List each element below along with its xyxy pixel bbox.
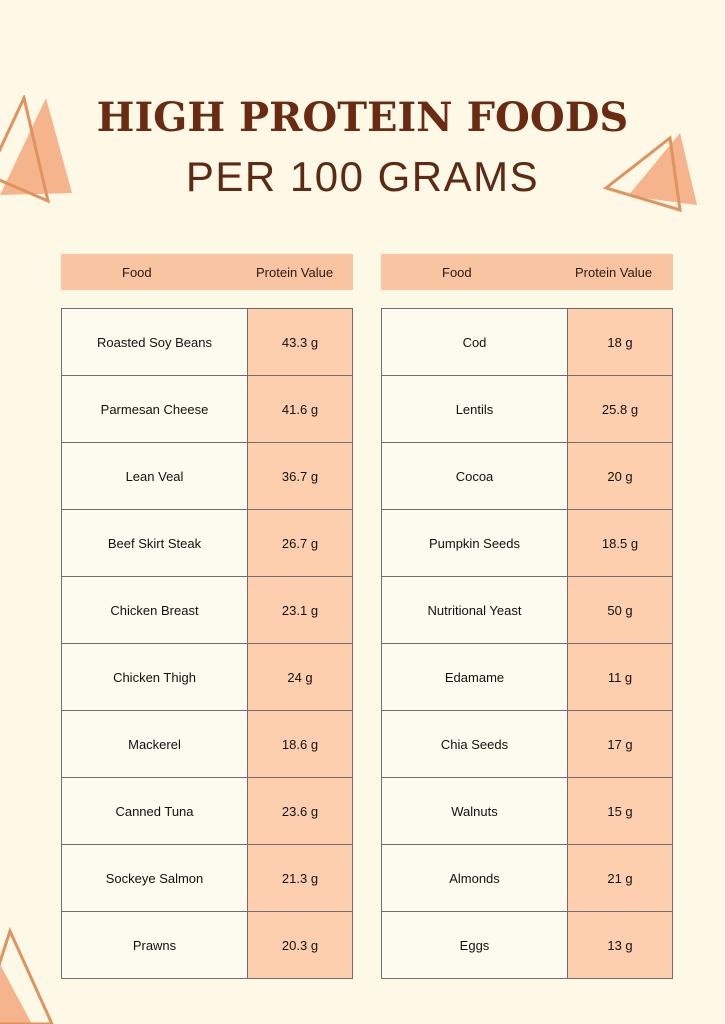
protein-value-cell: 41.6 g: [248, 376, 353, 443]
table-row: [382, 912, 673, 979]
food-name-cell: Eggs: [382, 912, 568, 979]
protein-value-cell: 18.5 g: [568, 510, 673, 577]
right-protein-table: [381, 308, 673, 979]
protein-value-cell: 23.6 g: [248, 778, 353, 845]
protein-value-cell: 20.3 g: [248, 912, 353, 979]
protein-value-cell: 11 g: [568, 644, 673, 711]
table-row: [382, 778, 673, 845]
table-row: [62, 711, 353, 778]
left-table-header: [61, 254, 353, 290]
food-name-cell: Nutritional Yeast: [382, 577, 568, 644]
table-row: [382, 711, 673, 778]
protein-value-cell: 26.7 g: [248, 510, 353, 577]
protein-value-cell: 24 g: [248, 644, 353, 711]
protein-value-cell: 13 g: [568, 912, 673, 979]
food-name-cell: Cod: [382, 309, 568, 376]
right-protein-column-header: Protein Value: [575, 265, 653, 280]
bottom-left-triangles-decoration: [0, 925, 60, 1024]
right-table-header: [381, 254, 673, 290]
protein-value-cell: 36.7 g: [248, 443, 353, 510]
food-name-cell: Pumpkin Seeds: [382, 510, 568, 577]
table-row: [62, 845, 353, 912]
protein-value-cell: 18 g: [568, 309, 673, 376]
right-food-column-header: Food: [442, 265, 472, 280]
page-subtitle: PER 100 GRAMS: [185, 153, 540, 200]
food-name-cell: Chicken Thigh: [62, 644, 248, 711]
left-protein-column-header: Protein Value: [256, 265, 334, 280]
food-name-cell: Parmesan Cheese: [62, 376, 248, 443]
food-name-cell: Lean Veal: [62, 443, 248, 510]
protein-value-cell: 17 g: [568, 711, 673, 778]
protein-value-cell: 18.6 g: [248, 711, 353, 778]
table-row: [382, 644, 673, 711]
table-row: [382, 577, 673, 644]
food-name-cell: Mackerel: [62, 711, 248, 778]
protein-value-cell: 23.1 g: [248, 577, 353, 644]
food-name-cell: Almonds: [382, 845, 568, 912]
food-name-cell: Lentils: [382, 376, 568, 443]
left-food-column-header: Food: [122, 265, 152, 280]
food-name-cell: Prawns: [62, 912, 248, 979]
food-name-cell: Sockeye Salmon: [62, 845, 248, 912]
food-name-cell: Beef Skirt Steak: [62, 510, 248, 577]
protein-value-cell: 50 g: [568, 577, 673, 644]
table-row: [382, 510, 673, 577]
food-name-cell: Edamame: [382, 644, 568, 711]
food-name-cell: Canned Tuna: [62, 778, 248, 845]
protein-value-cell: 21.3 g: [248, 845, 353, 912]
food-name-cell: Walnuts: [382, 778, 568, 845]
protein-value-cell: 43.3 g: [248, 309, 353, 376]
table-row: [382, 309, 673, 376]
table-row: [62, 510, 353, 577]
table-row: [62, 443, 353, 510]
food-name-cell: Chicken Breast: [62, 577, 248, 644]
table-row: [62, 912, 353, 979]
table-row: [62, 376, 353, 443]
table-row: [62, 309, 353, 376]
table-row: [62, 577, 353, 644]
page-title: HIGH PROTEIN FOODS: [96, 94, 629, 141]
table-row: [382, 376, 673, 443]
protein-value-cell: 25.8 g: [568, 376, 673, 443]
protein-value-cell: 15 g: [568, 778, 673, 845]
food-name-cell: Roasted Soy Beans: [62, 309, 248, 376]
table-row: [382, 845, 673, 912]
food-name-cell: Chia Seeds: [382, 711, 568, 778]
food-name-cell: Cocoa: [382, 443, 568, 510]
protein-value-cell: 20 g: [568, 443, 673, 510]
left-protein-table: [61, 308, 353, 979]
table-row: [382, 443, 673, 510]
table-row: [62, 778, 353, 845]
protein-value-cell: 21 g: [568, 845, 673, 912]
table-row: [62, 644, 353, 711]
